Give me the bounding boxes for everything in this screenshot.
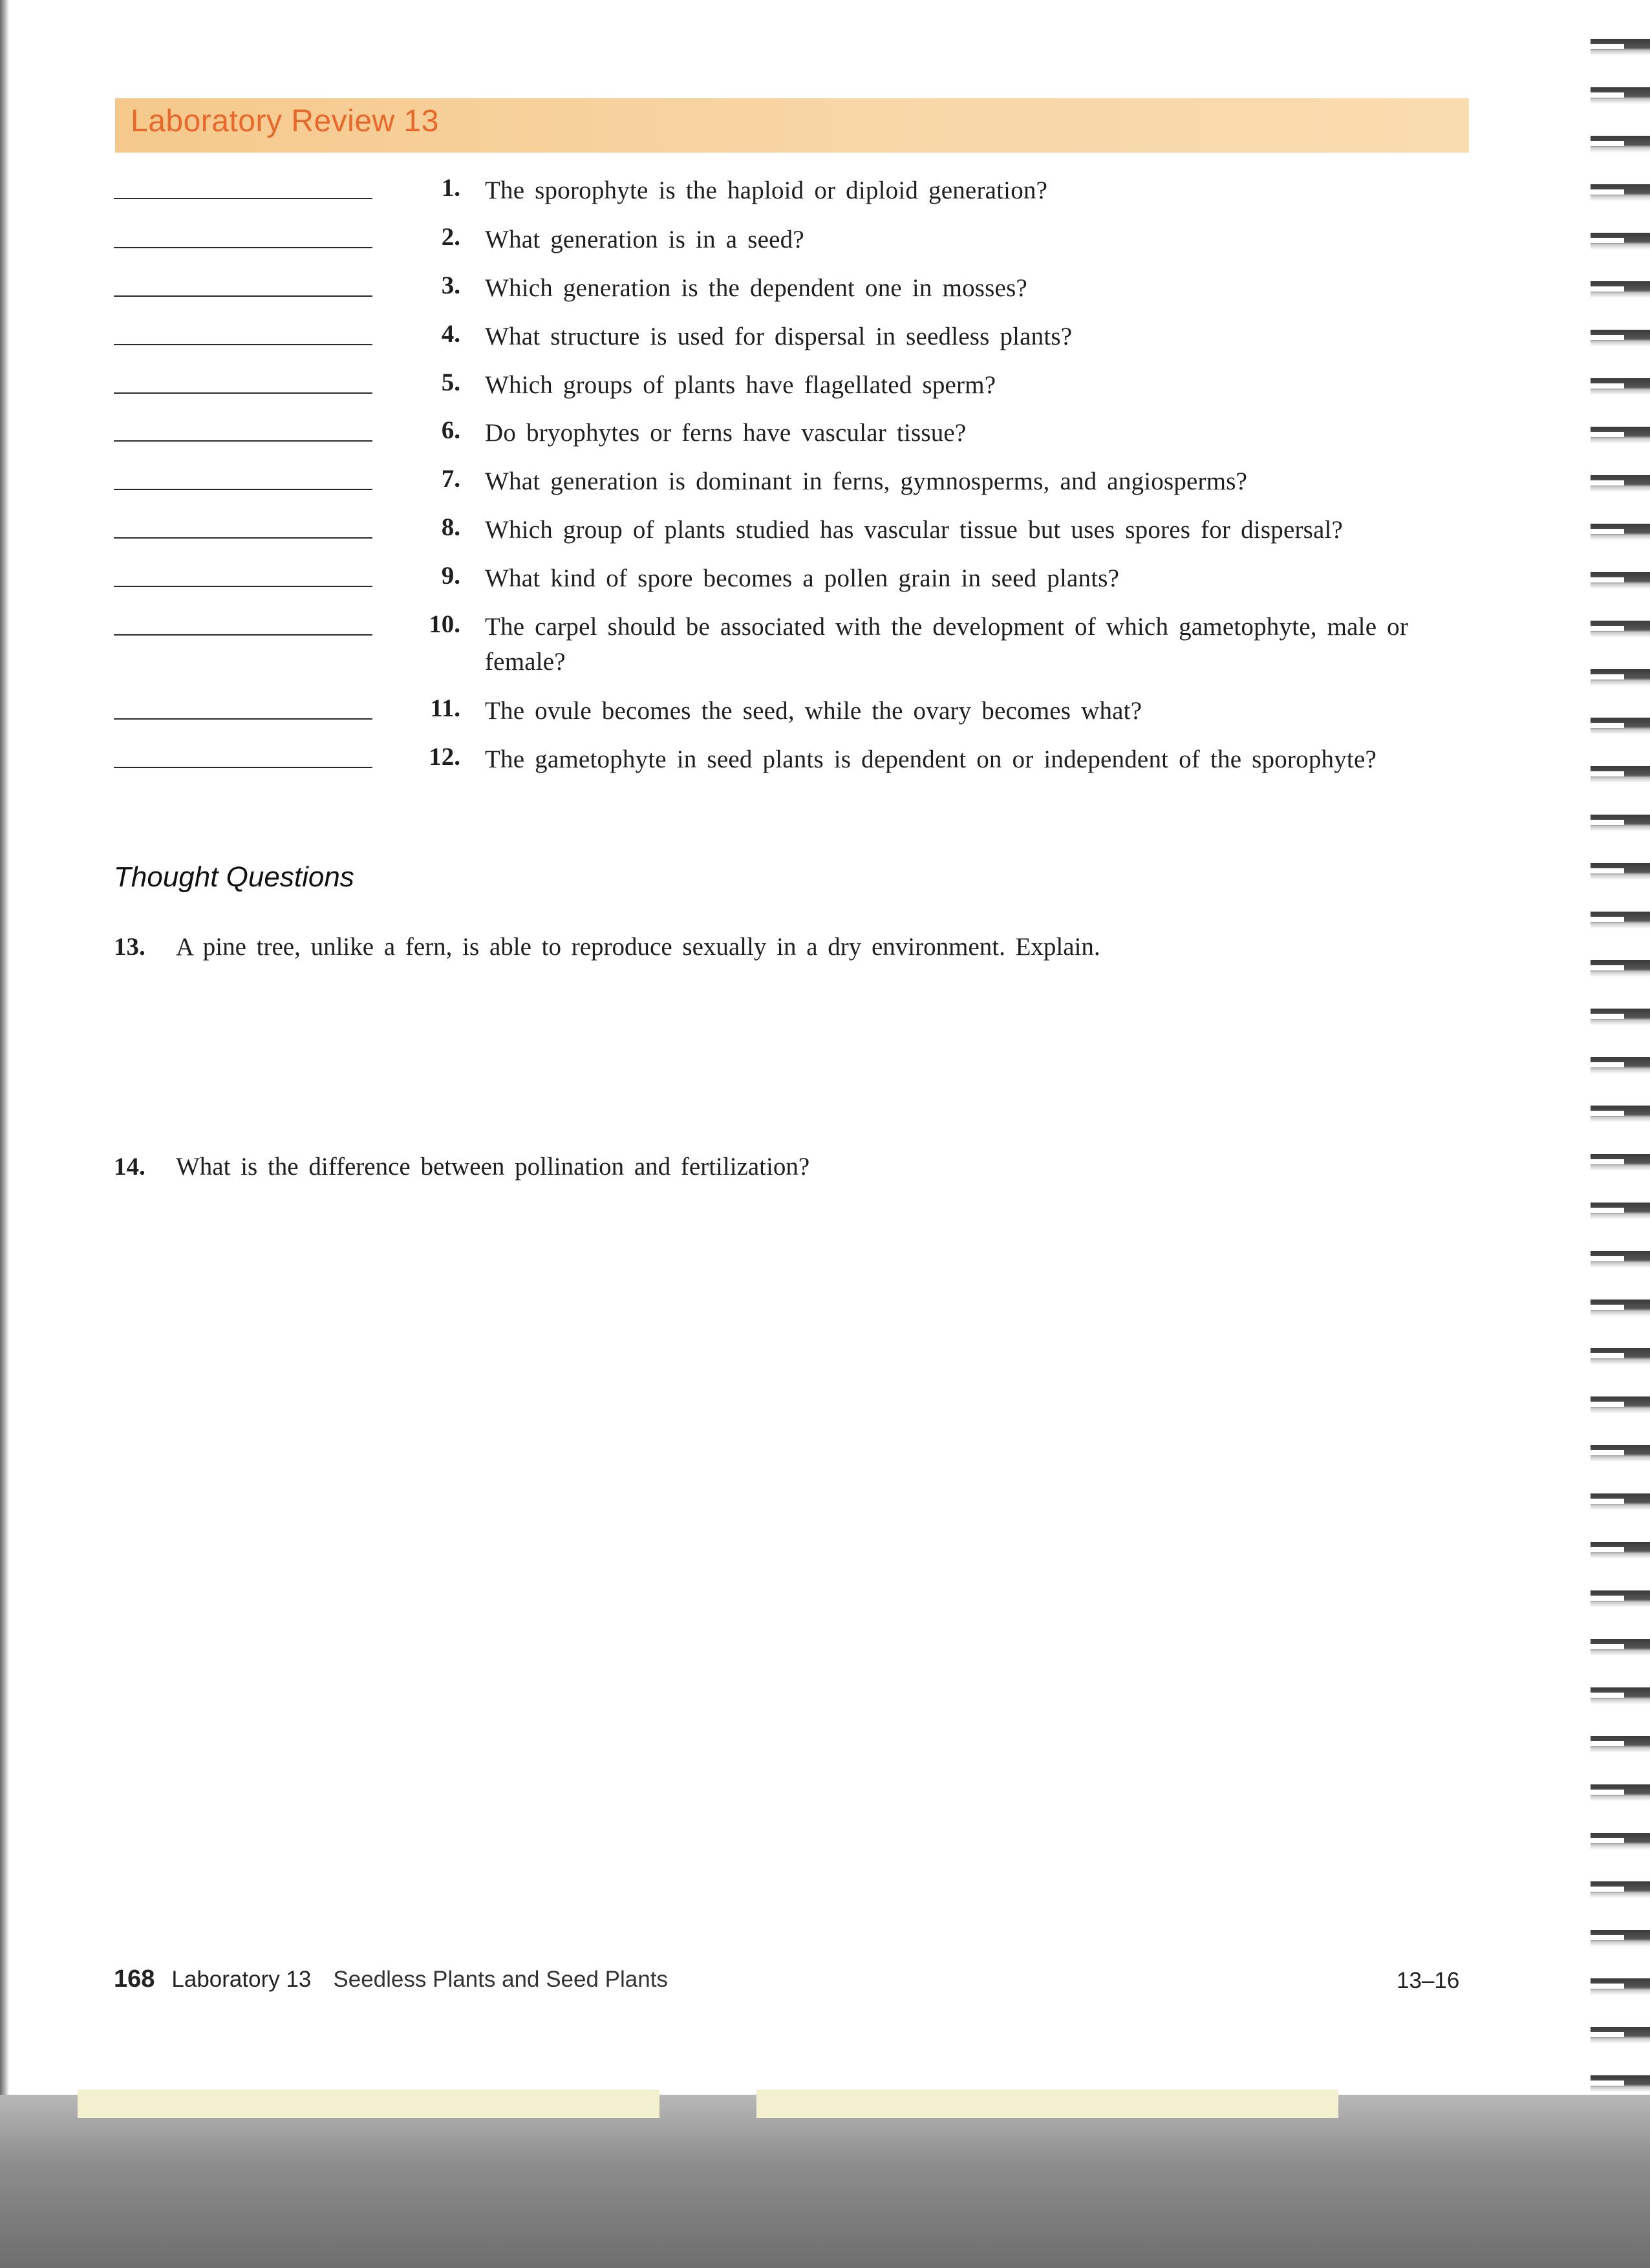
question-number: 2.	[441, 223, 460, 251]
question-number: 11.	[430, 694, 460, 722]
question-text: Which generation is the dependent one in mosses?	[485, 274, 1027, 302]
question-text: Which groups of plants have flagellated sperm?	[485, 371, 996, 399]
question-text: The sporophyte is the haploid or diploid generation?	[485, 177, 1048, 204]
page-footer	[114, 1965, 668, 1993]
answer-line[interactable]	[114, 392, 372, 394]
page-title: Laboratory Review 13	[131, 104, 439, 138]
question-number: 7.	[441, 465, 460, 493]
page-edge	[0, 0, 9, 2095]
question-text: What kind of spore becomes a pollen grain in seed plants?	[485, 564, 1120, 592]
footer-lab-subtitle: Seedless Plants and Seed Plants	[333, 1967, 668, 1992]
sticky-tab-right	[756, 2090, 1338, 2118]
answer-line[interactable]	[114, 247, 372, 248]
question-number: 9.	[441, 562, 460, 590]
page-number: 168	[114, 1965, 155, 1993]
question-number: 6.	[441, 416, 460, 444]
question-number: 5.	[441, 369, 460, 396]
answer-line[interactable]	[114, 718, 372, 720]
question-number: 13.	[114, 933, 145, 961]
question-number: 3.	[441, 272, 460, 299]
question-number: 10.	[429, 610, 460, 638]
answer-line[interactable]	[114, 767, 372, 768]
answer-line[interactable]	[114, 489, 372, 490]
question-text: What generation is in a seed?	[485, 226, 804, 253]
answer-line[interactable]	[114, 344, 372, 345]
question-text: Which group of plants studied has vascular tissue but uses spores for dispersal?	[485, 516, 1344, 544]
question-number: 1.	[441, 174, 460, 202]
scan-background	[0, 2095, 1650, 2268]
answer-line[interactable]	[114, 295, 372, 297]
spiral-binding-highlight	[1591, 19, 1624, 2153]
question-text: The carpel should be associated with the development of which gametophyte, male or female?	[485, 613, 1409, 676]
question-number: 14.	[114, 1153, 145, 1181]
question-text: The gametophyte in seed plants is dependent on or independent of the sporophyte?	[485, 745, 1377, 773]
thought-questions-heading: Thought Questions	[114, 861, 354, 893]
answer-line[interactable]	[114, 586, 372, 587]
question-number: 8.	[441, 513, 460, 541]
page-code: 13–16	[1397, 1968, 1460, 1993]
question-text: The ovule becomes the seed, while the ovary becomes what?	[485, 697, 1142, 725]
question-text: What is the difference between pollination and fertilization?	[176, 1153, 810, 1181]
question-text: Do bryophytes or ferns have vascular tissue?	[485, 419, 967, 447]
answer-line[interactable]	[114, 634, 372, 636]
question-text: A pine tree, unlike a fern, is able to reproduce sexually in a dry environment. Explain.	[176, 933, 1100, 961]
sticky-tab-left	[78, 2090, 659, 2118]
footer-lab-label: Laboratory 13	[171, 1967, 312, 1992]
question-number: 4.	[441, 320, 460, 348]
question-text: What generation is dominant in ferns, gymnosperms, and angiosperms?	[485, 467, 1248, 495]
answer-line[interactable]	[114, 440, 372, 442]
question-text: What structure is used for dispersal in seedless plants?	[485, 323, 1073, 350]
answer-line[interactable]	[114, 198, 372, 199]
answer-line[interactable]	[114, 537, 372, 539]
question-number: 12.	[429, 743, 460, 771]
